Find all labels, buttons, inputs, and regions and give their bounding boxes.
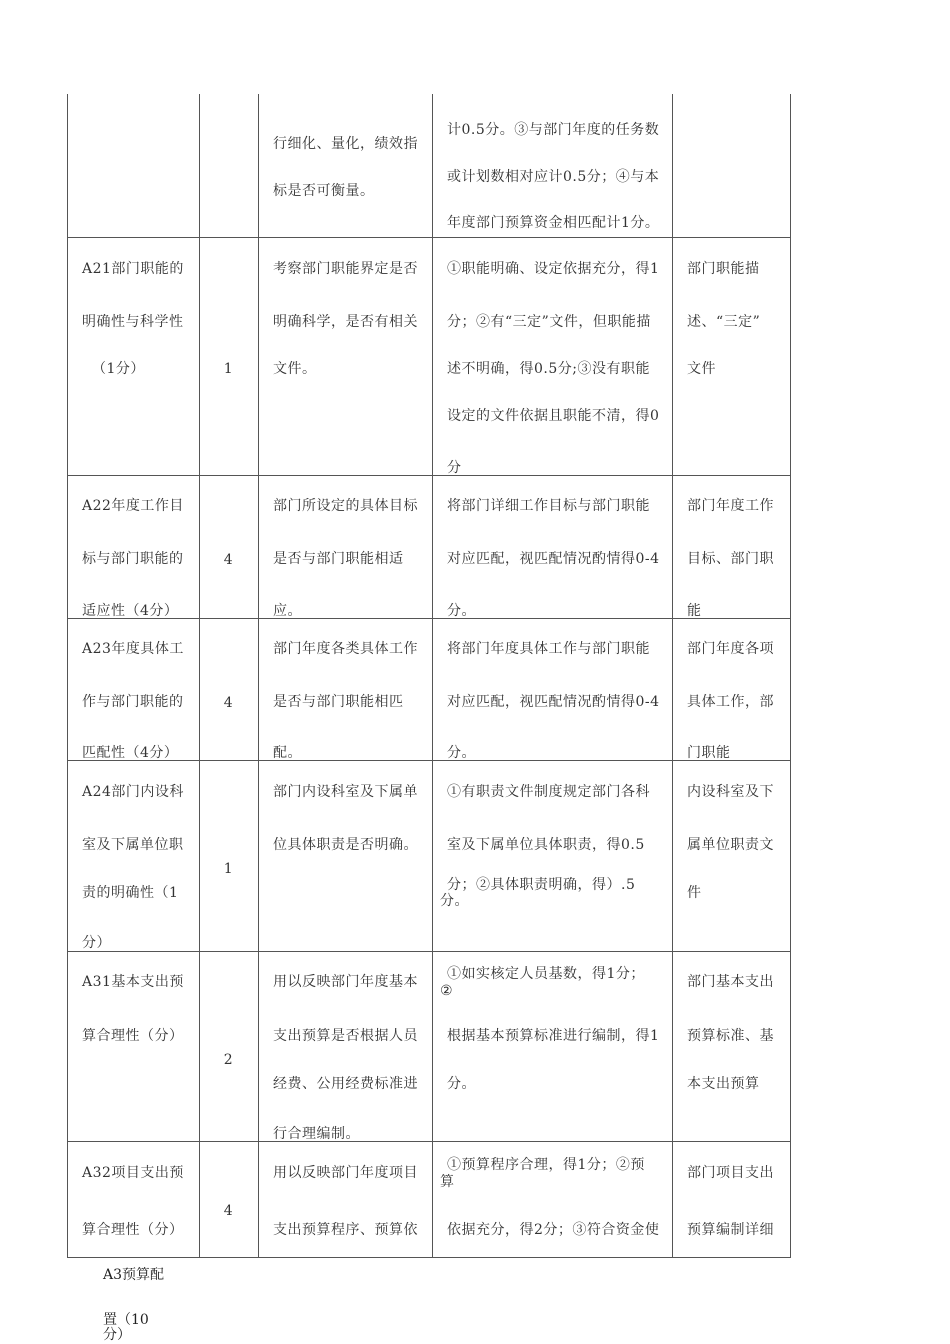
criteria-line: 分；②有“三定”文件，但职能描 [447, 314, 651, 330]
weight-value: 2 [223, 1052, 234, 1068]
criteria-line: 分。 [447, 603, 476, 619]
evidence-line: 部门年度各项 [687, 641, 774, 657]
evidence-line: 部门职能描 [687, 261, 760, 277]
column-divider [258, 94, 259, 1258]
evidence-line: 文件 [687, 361, 716, 377]
evidence-line: 目标、部门职 [687, 551, 774, 567]
indicator-line: 分） [82, 935, 111, 951]
indicator-line: 适应性（4分） [82, 603, 179, 619]
indicator-line: 算合理性（分） [82, 1028, 184, 1044]
evidence-line: 能 [687, 603, 702, 619]
evidence-line: 预算编制详细 [687, 1222, 774, 1238]
criteria-line: ①如实核定人员基数，得1分； [447, 966, 645, 982]
criteria-line: 依据充分，得2分；③符合资金使 [447, 1222, 660, 1238]
section-label: A3预算配 [103, 1267, 165, 1283]
row-divider [67, 1141, 791, 1142]
column-divider [432, 94, 433, 1258]
description-line: 标是否可衡量。 [273, 183, 375, 199]
criteria-line: ①预算程序合理，得1分；②预 [447, 1157, 645, 1173]
description-line: 部门内设科室及下属单 [273, 784, 418, 800]
description-line: 配。 [273, 745, 302, 761]
criteria-line: 设定的文件依据且职能不清，得0 [447, 408, 660, 424]
indicator-line: （1分） [92, 361, 145, 377]
indicator-line: 室及下属单位职 [82, 837, 184, 853]
evidence-line: 部门年度工作 [687, 498, 774, 514]
criteria-line: 述不明确，得0.5分;③没有职能 [447, 361, 650, 377]
section-label: 分） [103, 1327, 131, 1343]
description-line: 是否与部门职能相适 [273, 551, 404, 567]
criteria-line: 或计划数相对应计0.5分；④与本 [447, 169, 660, 185]
indicator-line: 责的明确性（1 [82, 885, 179, 901]
weight-value: 4 [223, 1203, 234, 1219]
evidence-line: 内设科室及下 [687, 784, 774, 800]
weight-value: 4 [223, 695, 234, 711]
table-border-bottom [67, 1257, 791, 1258]
criteria-line: 分。 [447, 745, 476, 761]
indicator-line: 明确性与科学性 [82, 314, 184, 330]
criteria-line: 算 [440, 1174, 455, 1190]
description-line: 明确科学，是否有相关 [273, 314, 418, 330]
description-line: 经费、公用经费标准进 [273, 1076, 418, 1092]
column-divider [672, 94, 673, 1258]
description-line: 应。 [273, 603, 302, 619]
evidence-line: 属单位职责文 [687, 837, 774, 853]
criteria-line: ①职能明确、设定依据充分，得1 [447, 261, 660, 277]
criteria-line: 根据基本预算标准进行编制，得1 [447, 1028, 660, 1044]
criteria-line: 分。 [440, 893, 469, 909]
evidence-line: 部门项目支出 [687, 1165, 774, 1181]
evidence-line: 具体工作，部 [687, 694, 774, 710]
evidence-line: 门职能 [687, 745, 731, 761]
criteria-line: 分；②具体职责明确，得）.5 [447, 877, 636, 893]
criteria-line: 年度部门预算资金相匹配计1分。 [447, 215, 660, 231]
criteria-line: 对应匹配，视匹配情况酌情得0-4 [447, 694, 660, 710]
indicator-line: 算合理性（分） [82, 1222, 184, 1238]
indicator-line: A32项目支出预 [82, 1165, 184, 1181]
description-line: 行合理编制。 [273, 1126, 360, 1142]
criteria-line: 室及下属单位具体职责，得0.5 [447, 837, 645, 853]
row-divider [67, 237, 791, 238]
criteria-line: 将部门年度具体工作与部门职能 [447, 641, 650, 657]
criteria-line: ①有职责文件制度规定部门各科 [447, 784, 650, 800]
row-divider [67, 951, 791, 952]
description-line: 部门年度各类具体工作 [273, 641, 418, 657]
description-line: 位具体职责是否明确。 [273, 837, 418, 853]
criteria-line: 分 [447, 460, 462, 476]
indicator-line: A24部门内设科 [82, 784, 184, 800]
description-line: 行细化、量化，绩效指 [273, 136, 418, 152]
description-line: 部门所设定的具体目标 [273, 498, 418, 514]
indicator-line: 标与部门职能的 [82, 551, 184, 567]
indicator-line: A22年度工作目 [82, 498, 184, 514]
evidence-line: 部门基本支出 [687, 974, 774, 990]
row-divider [67, 475, 791, 476]
table-border-left [67, 94, 68, 1258]
table-border-right [790, 94, 791, 1258]
criteria-line: 将部门详细工作目标与部门职能 [447, 498, 650, 514]
section-label: 置（10 [103, 1312, 149, 1328]
evidence-line: 件 [687, 885, 702, 901]
evidence-line: 本支出预算 [687, 1076, 760, 1092]
weight-value: 1 [223, 861, 234, 877]
description-line: 用以反映部门年度基本 [273, 974, 418, 990]
indicator-line: 匹配性（4分） [82, 745, 179, 761]
column-divider [199, 94, 200, 1258]
evidence-line: 预算标准、基 [687, 1028, 774, 1044]
evidence-line: 述、“三定” [687, 314, 761, 330]
indicator-line: 作与部门职能的 [82, 694, 184, 710]
criteria-line: 对应匹配，视匹配情况酌情得0-4 [447, 551, 660, 567]
indicator-line: A31基本支出预 [82, 974, 184, 990]
indicator-line: A21部门职能的 [82, 261, 184, 277]
description-line: 考察部门职能界定是否 [273, 261, 418, 277]
description-line: 文件。 [273, 361, 317, 377]
description-line: 用以反映部门年度项目 [273, 1165, 418, 1181]
weight-value: 4 [223, 552, 234, 568]
weight-value: 1 [223, 361, 234, 377]
criteria-line: 分。 [447, 1076, 476, 1092]
indicator-line: A23年度具体工 [82, 641, 184, 657]
criteria-line: ② [440, 983, 454, 999]
description-line: 支出预算是否根据人员 [273, 1028, 418, 1044]
description-line: 是否与部门职能相匹 [273, 694, 404, 710]
description-line: 支出预算程序、预算依 [273, 1222, 418, 1238]
criteria-line: 计0.5分。③与部门年度的任务数 [447, 122, 660, 138]
